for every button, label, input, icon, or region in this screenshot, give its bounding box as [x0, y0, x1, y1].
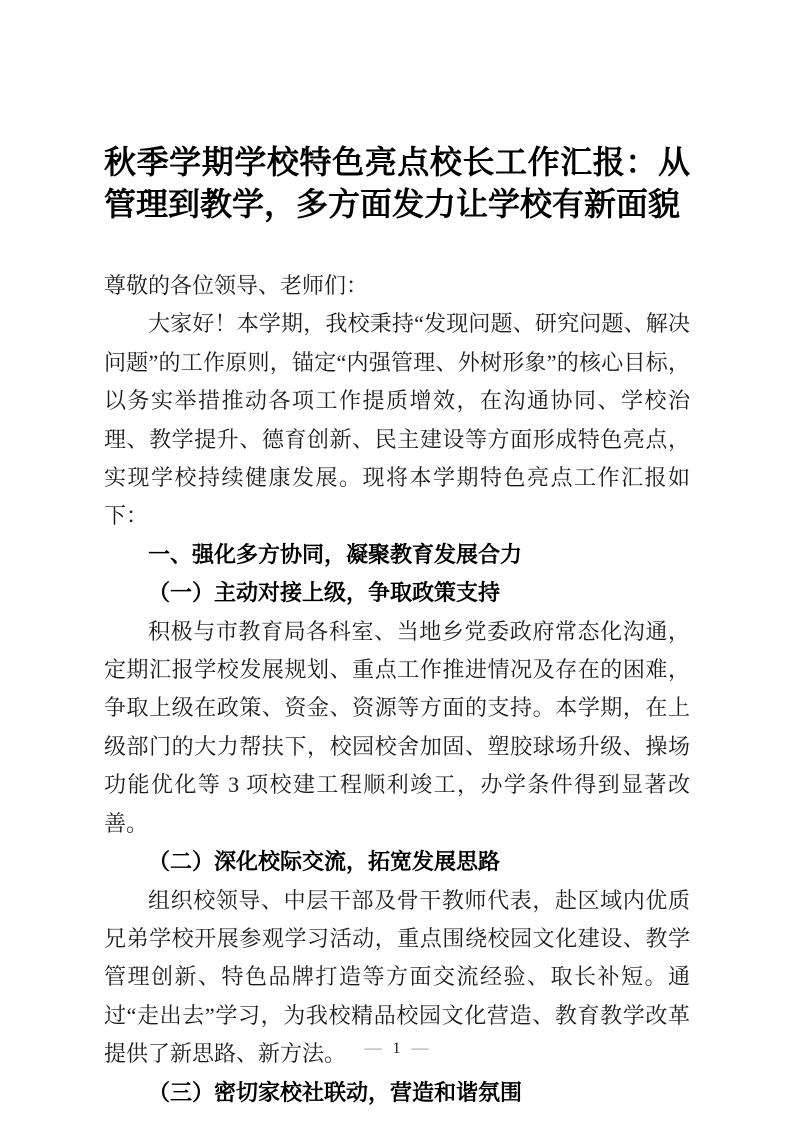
subsection-paragraph-1-1: 积极与市教育局各科室、当地乡党委政府常态化沟通，定期汇报学校发展规划、重点工作推进情况及存在的困难，争取上级在政策、资金、资源等方面的支持。本学期，在上级部门的大力帮扶下，校园校舍加固、塑胶球场升级、操场功能优化等 3 项校建工程顺利竣工，办学条件得到显著改善。: [104, 618, 690, 836]
footer-dash-right: —: [411, 1038, 429, 1057]
page-number: 1: [392, 1040, 401, 1057]
intro-paragraph: 大家好！本学期，我校秉持“发现问题、研究问题、解决问题”的工作原则，锚定“内强管理、外树形象”的核心目标，以务实举措推动各项工作提质增效，在沟通协同、学校治理、教学提升、德育创新、民主建设等方面形成特色亮点，实现学校持续健康发展。现将本学期特色亮点工作汇报如下：: [104, 311, 690, 529]
subsection-heading-1-2: （二）深化校际交流，拓宽发展思路: [148, 849, 501, 875]
document-content: [104, 0, 690, 1112]
footer-dash-left: —: [364, 1038, 382, 1057]
subsection-heading-1-1: （一）主动对接上级，争取政策支持: [148, 580, 501, 606]
subsection-heading-1-3: （三）密切家校社联动，营造和谐氛围: [148, 1079, 523, 1105]
document-title: 秋季学期学校特色亮点校长工作汇报：从管理到教学，多方面发力让学校有新面貌: [104, 144, 690, 222]
section-heading-1: 一、强化多方协同，凝聚教育发展合力: [148, 541, 523, 567]
page-footer: [0, 1036, 793, 1061]
subsection-paragraph-1-2: 组织校领导、中层干部及骨干教师代表，赴区域内优质兄弟学校开展参观学习活动，重点围绕校园文化建设、教学管理创新、特色品牌打造等方面交流经验、取长补短。通过“走出去”学习，为我校精品校园文化营造、教育教学改革提供了新思路、新方法。: [104, 887, 690, 1067]
salutation: 尊敬的各位领导、老师们：: [104, 273, 369, 298]
